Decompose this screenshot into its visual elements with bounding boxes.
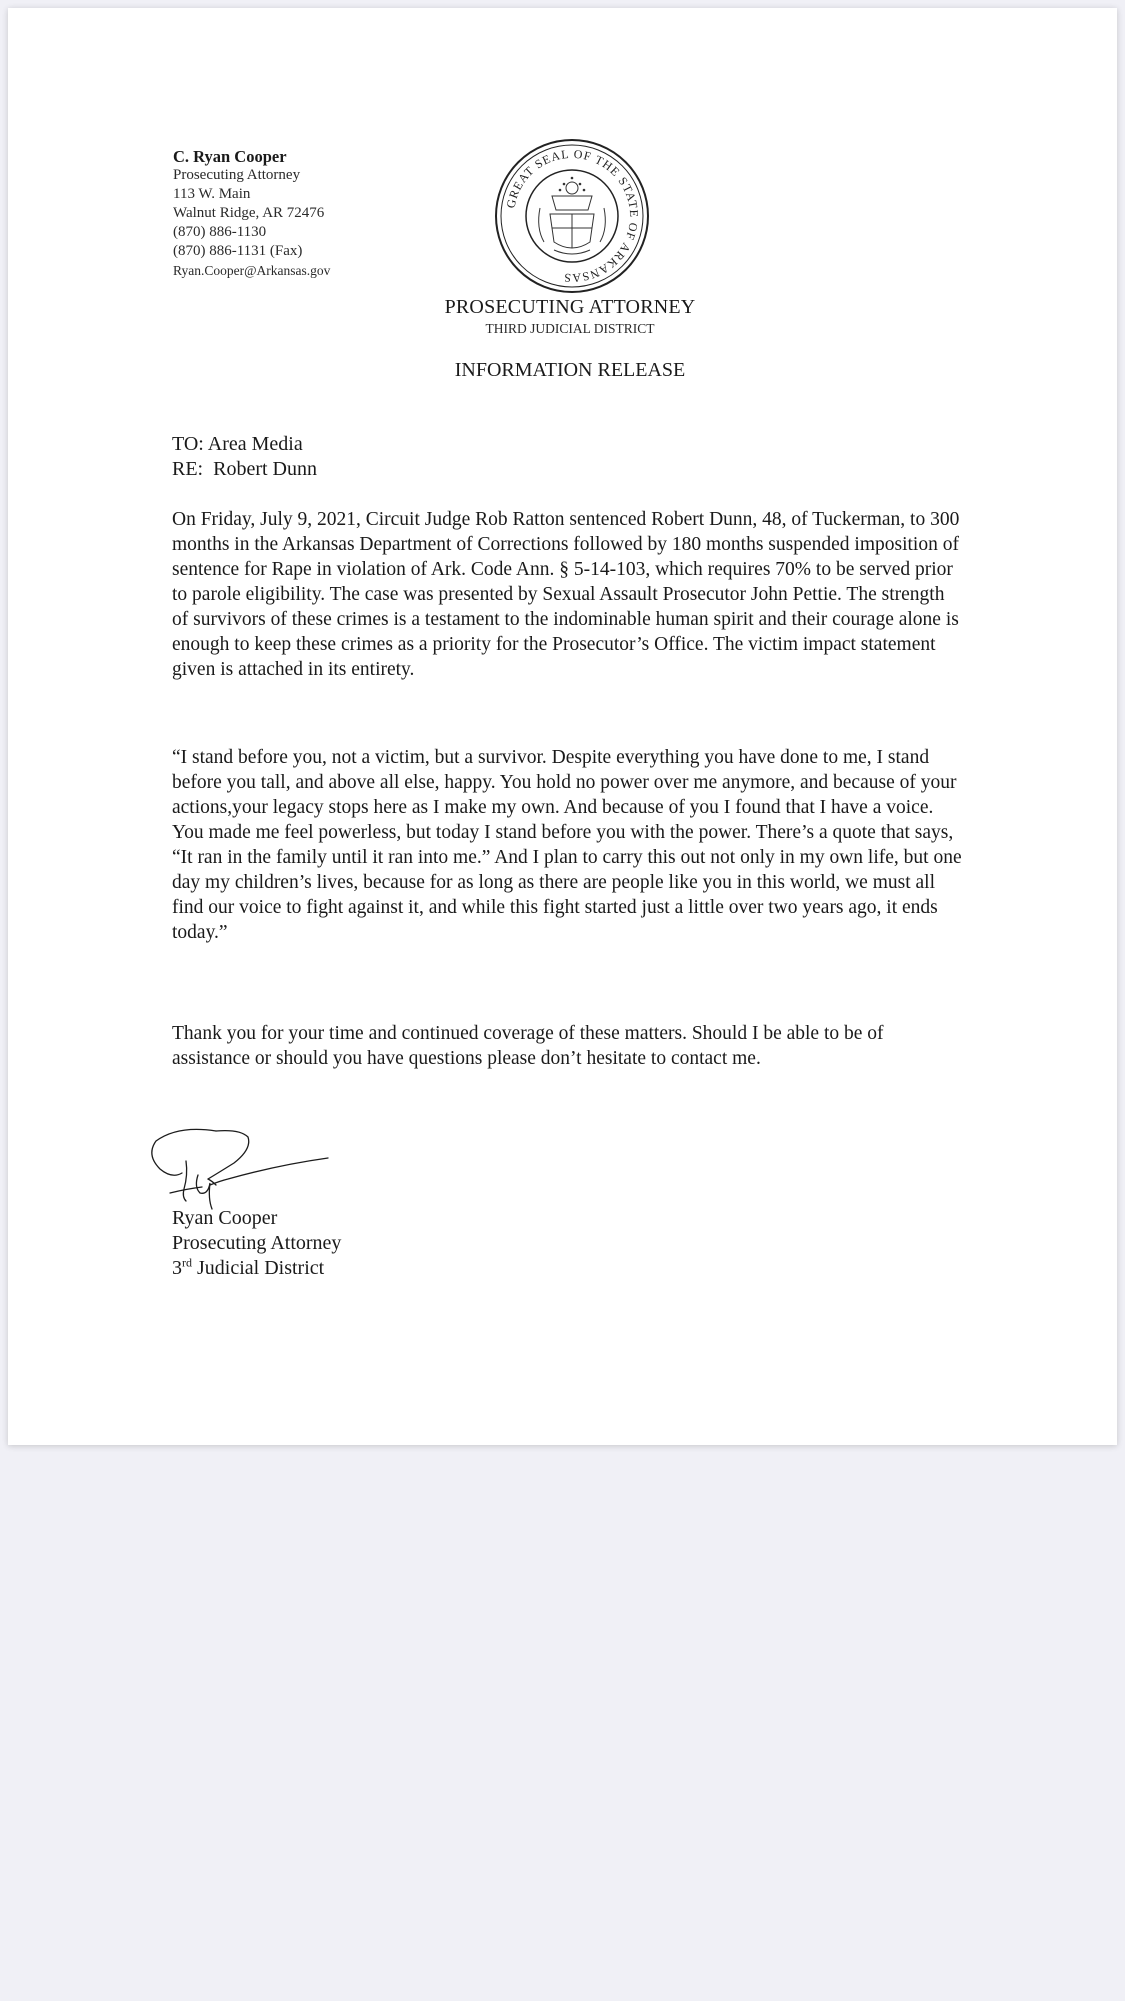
- district-ordinal-suffix: rd: [182, 1255, 192, 1270]
- district-ordinal: 3: [172, 1257, 182, 1279]
- sender-fax: (870) 886-1131 (Fax): [173, 243, 303, 259]
- sender-email: Ryan.Cooper@Arkansas.gov: [173, 263, 331, 278]
- sender-city: Walnut Ridge, AR 72476: [173, 205, 325, 221]
- sender-title: Prosecuting Attorney: [173, 167, 301, 183]
- signoff-block: [172, 1206, 341, 1281]
- sentencing-paragraph: On Friday, July 9, 2021, Circuit Judge Rob Ratton sentenced Robert Dunn, 48, of Tuckerman, to 300 months in the Arkansas Department of Corrections followed by 180 months suspended imposition of sentence for Rape in violation of Ark. Code Ann. § 5-14-103, which requires 70% to be served prior to parole eligibility. The case was presented by Sexual Assault Prosecutor John Pettie. The strength of survivors of these crimes is a testament to the indominable human spirit and their courage alone is enough to keep these crimes as a priority for the Prosecutor’s Office. The victim impact statement given is attached in its entirety.: [172, 509, 960, 680]
- sender-name: C. Ryan Cooper: [173, 147, 287, 166]
- recipient-block: [172, 432, 317, 482]
- office-district: THIRD JUDICIAL DISTRICT: [485, 321, 655, 336]
- sender-phone: (870) 886-1130: [173, 224, 267, 240]
- recipient-re: RE: Robert Dunn: [172, 458, 317, 480]
- sender-street: 113 W. Main: [173, 186, 251, 202]
- seal-text: GREAT SEAL OF THE STATE OF ARKANSAS: [503, 146, 642, 286]
- signoff-title: Prosecuting Attorney: [172, 1232, 342, 1254]
- sender-block: [173, 147, 433, 280]
- document-page: [8, 8, 1117, 1445]
- recipient-to: TO: Area Media: [172, 433, 303, 455]
- state-seal-icon: [494, 138, 650, 294]
- signoff-name: Ryan Cooper: [172, 1207, 278, 1229]
- office-title: PROSECUTING ATTORNEY: [444, 296, 696, 318]
- victim-statement-paragraph: “I stand before you, not a victim, but a survivor. Despite everything you have done to me, I stand before you tall, and above all else, happy. You hold no power over me anymore, and because of your actions,your legacy stops here as I make my own. And because of you I found that I have a voice. You made me feel powerless, but today I stand before you with the power. There’s a quote that says, “It ran in the family until it ran into me.” And I plan to carry this out not only in my own life, but one day my children’s lives, because for as long as there are people like you in this world, we must all find our voice to fight against it, and while this fight started just a little over two years ago, it ends today.”: [172, 747, 962, 943]
- district-text: Judicial District: [192, 1257, 325, 1279]
- document-type-title: INFORMATION RELEASE: [454, 359, 686, 381]
- closing-paragraph: Thank you for your time and continued coverage of these matters. Should I be able to be of assistance or should you have questions please don’t hesitate to contact me.: [172, 1023, 884, 1069]
- signoff-district: [172, 1256, 341, 1281]
